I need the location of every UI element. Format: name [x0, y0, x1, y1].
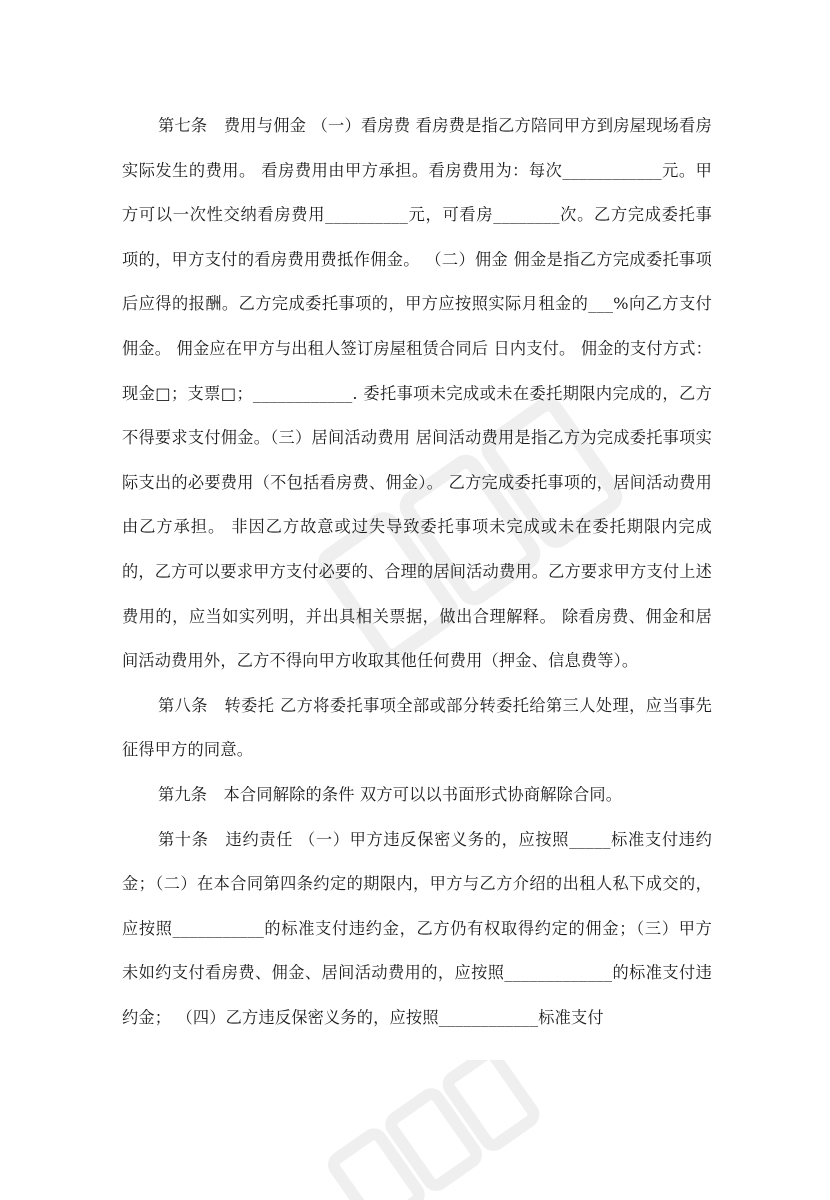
article-7-paragraph: 第七条 费用与佣金 （一）看房费 看房费是指乙方陪同甲方到房屋现场看房实际发生的费用。 看房费用由甲方承担。看房费用为：每次____________元。甲方可以一次性交纳看房费用__________元，可看房________次。乙方完成委托事项的，甲方支付的看房费用费抵作佣金。 （二）佣金 佣金是指乙方完成委托事项后应得的报酬。乙方完成委托事项的，甲方应按照实际月租金的___%向乙方支付佣金。 佣金应在甲方与出租人签订房屋租赁合同后 日内支付。 佣金的支付方式：现金□；支票□；____________. 委托事项未完成或未在委托期限内完成的，乙方不得要求支付佣金。（三）居间活动费用 居间活动费用是指乙方为完成委托事项实际支出的必要费用（不包括看房费、佣金）。 乙方完成委托事项的，居间活动费用由乙方承担。 非因乙方故意或过失导致委托事项未完成或未在委托期限内完成的，乙方可以要求甲方支付必要的、合理的居间活动费用。乙方要求甲方支付上述费用的，应当如实列明，并出具相关票据，做出合理解释。 除看房费、佣金和居间活动费用外，乙方不得向甲方收取其他任何费用（押金、信息费等）。: [122, 116, 712, 671]
article-9-paragraph: 第九条 本合同解除的条件 双方可以以书面形式协商解除合同。: [158, 784, 623, 804]
article-10-paragraph: 第十条 违约责任 （一）甲方违反保密义务的，应按照_____标准支付违约金；（二）在本合同第四条约定的期限内，甲方与乙方介绍的出租人私下成交的，应按照___________的标准支付违约金，乙方仍有权取得约定的佣金；（三）甲方未如约支付看房费、佣金、居间活动费用的，应按照_____________的标准支付违约金； （四）乙方违反保密义务的，应按照____________标准支付: [122, 829, 712, 1027]
article-8-paragraph: 第八条 转委托 乙方将委托事项全部或部分转委托给第三人处理，应当事先征得甲方的同意。: [122, 695, 712, 760]
watermark-logo-bottom: [300, 1060, 560, 1200]
document-body: [122, 104, 712, 1040]
